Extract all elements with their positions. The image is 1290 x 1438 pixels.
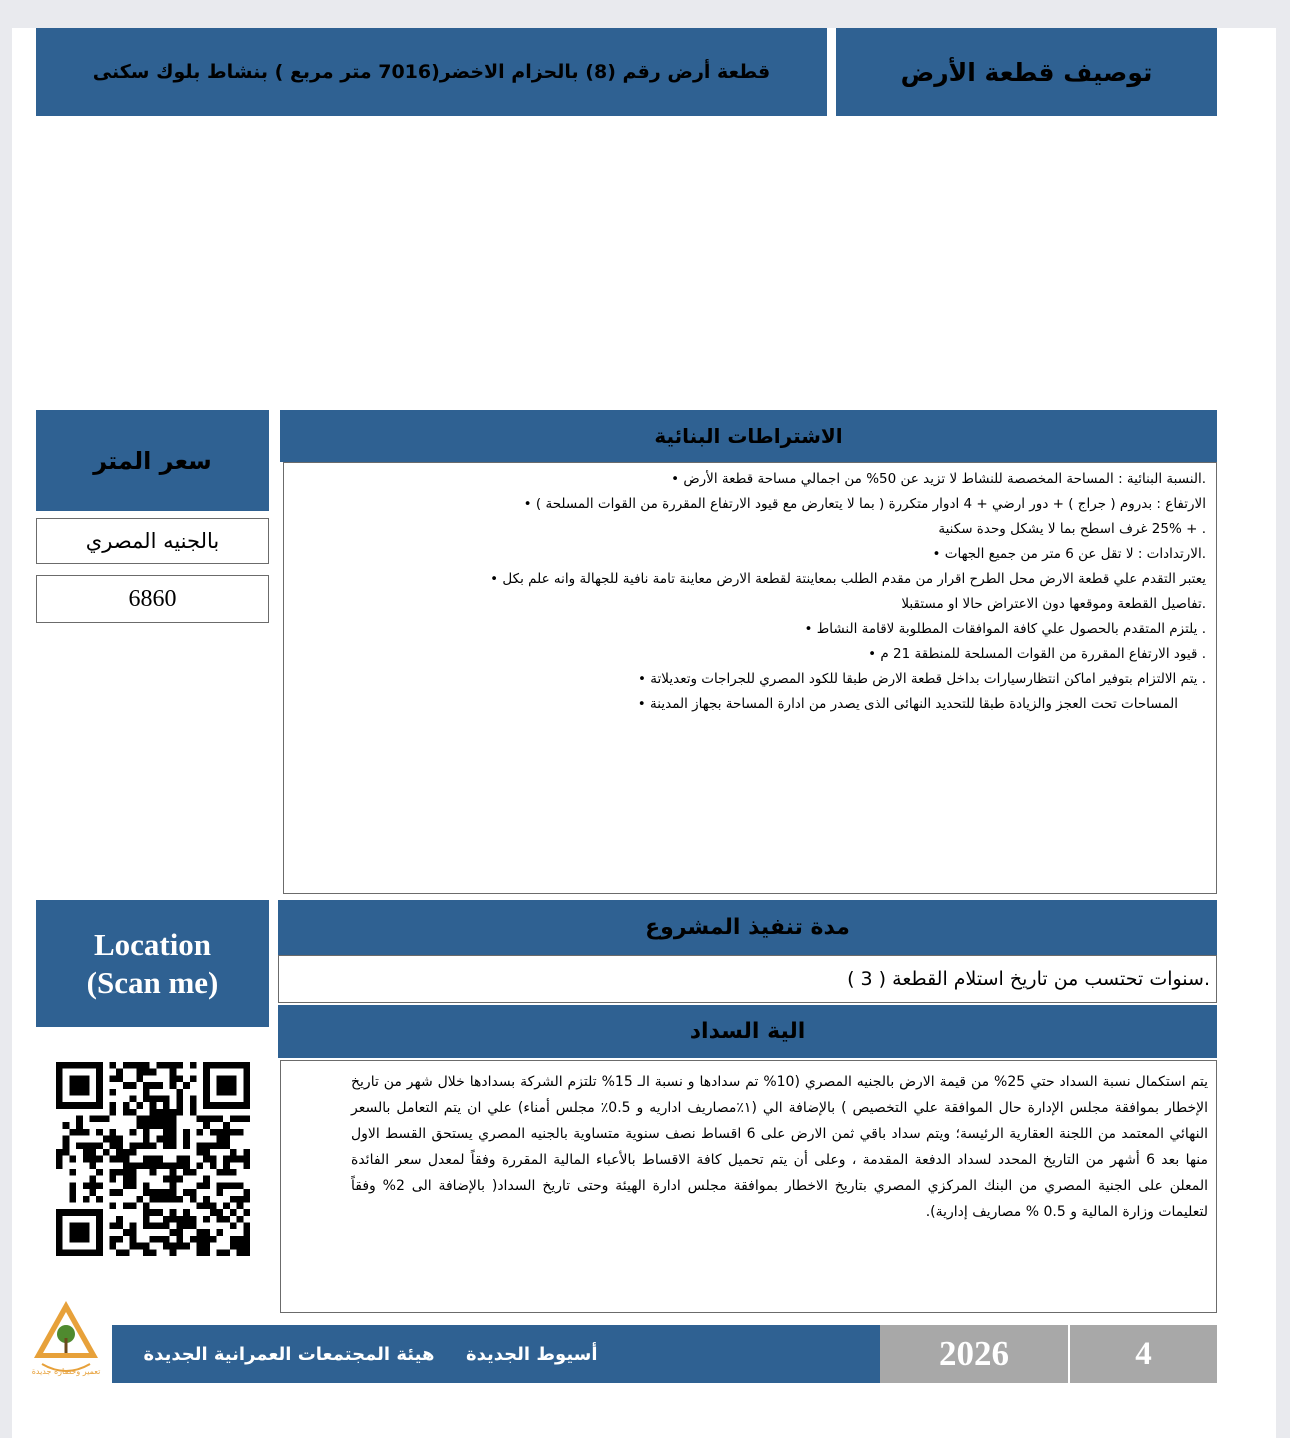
- rule-item: .الارتدادات : لا تقل عن 6 متر من جميع الجهات •: [932, 546, 1206, 562]
- rule-item: . يلتزم المتقدم بالحصول علي كافة الموافقات المطلوبة لاقامة النشاط •: [804, 621, 1206, 637]
- rule-item: . + 25% غرف اسطح بما لا يشكل وحدة سكنية: [938, 521, 1206, 537]
- land-description: قطعة أرض رقم (8) بالحزام الاخضر(7016 متر مربع ) بنشاط بلوك سكنى: [92, 61, 771, 83]
- duration-title: مدة تنفيذ المشروع: [645, 915, 850, 940]
- payment-header: [278, 1005, 1217, 1058]
- location-box: [36, 900, 269, 1027]
- building-rules-list: [308, 467, 1206, 717]
- nuca-logo: [30, 1298, 102, 1380]
- payment-title: الية السداد: [689, 1019, 806, 1044]
- duration-box: [278, 955, 1217, 1003]
- rule-item: المساحات تحت العجز والزيادة طبقا للتحديد النهائى الذى يصدر من ادارة المساحة بجهاز المدينة •: [637, 696, 1178, 712]
- location-line2: (Scan me): [86, 964, 219, 1000]
- price-value-box: [36, 575, 269, 623]
- footer-organization: هيئة المجتمعات العمرانية الجديدة: [112, 1325, 466, 1383]
- location-qr-code[interactable]: [56, 1062, 250, 1256]
- building-conditions-title: الاشتراطات البنائية: [654, 424, 843, 448]
- footer-year: 2026: [880, 1325, 1068, 1383]
- payment-box: [280, 1060, 1217, 1313]
- price-value: 6860: [128, 585, 177, 612]
- price-currency-box: [36, 518, 269, 564]
- duration-text: .سنوات تحتسب من تاريخ استلام القطعة ( 3 ): [847, 968, 1210, 990]
- building-conditions-header: [280, 410, 1217, 462]
- land-description-label: [836, 28, 1217, 116]
- footer-page-number: 4: [1070, 1325, 1217, 1383]
- rule-item: . قيود الارتفاع المقررة من القوات المسلحة للمنطقة 21 م •: [868, 646, 1206, 662]
- price-title: سعر المتر: [93, 446, 212, 475]
- land-label-text: توصيف قطعة الأرض: [900, 57, 1153, 87]
- land-description-box: [36, 28, 827, 116]
- price-title-box: [36, 410, 269, 511]
- rule-item: يعتبر التقدم علي قطعة الارض محل الطرح اقرار من مقدم الطلب بمعاينتة لقطعة الارض معاينة تامة نافية للجهالة وانه علم بكل •: [490, 571, 1206, 587]
- rule-item: الارتفاع : بدروم ( جراج ) + دور ارضي + 4 ادوار متكررة ( بما لا يتعارض مع قيود الارتفاع المقررة من القوات المسلحة ) •: [523, 496, 1206, 512]
- rule-item: .تفاصيل القطعة وموقعها دون الاعتراض حالا او مستقبلا: [901, 596, 1206, 612]
- duration-header: [278, 900, 1217, 955]
- payment-text: يتم استكمال نسبة السداد حتي 25% من قيمة الارض بالجنيه المصري (10% تم سدادها و نسبة الـ 15% تلتزم الشركة بسدادها خلال شهر من تاريخ الإخطار بموافقة مجلس الإدارة حال الموافقة علي التخصيص ) بالإضافة الي (١٪مصاريف اداريه و 0.5٪ مجلس أمناء) علي ان يتم التعامل بالسعر النهائي المعتمد من اللجنة العقارية الرئيسة؛ ويتم سداد باقي ثمن الارض على 6 اقساط نصف سنوية متساوية بالجنيه المصري يستحق القسط الاول منها بعد 6 أشهر من التاريخ المحدد لسداد الدفعة المقدمة ، وعلى أن يتم تحميل كافة الاقساط بالأعباء المالية المقررة وفقاً لمعدل سعر الفائدة المعلن على الجنية المصري من البنك المركزي المصري بتاريخ الاخطار بموافقة مجلس ادارة الهيئة وحتى تاريخ السداد( بالإضافة الى 2% وفقاً لتعليمات وزارة المالية و 0.5 % مصاريف إدارية).: [351, 1074, 1209, 1220]
- footer-city: أسيوط الجديدة: [466, 1325, 880, 1383]
- location-line1: Location: [93, 926, 212, 962]
- rule-item: . يتم الالتزام بتوفير اماكن انتظارسيارات بداخل قطعة الارض طبقا للكود المصري للجراجات وتعديلاتة •: [638, 671, 1206, 687]
- building-conditions-box: [283, 462, 1217, 894]
- logo-text: تعمير وحضارة جديدة: [31, 1367, 101, 1376]
- rule-item: .النسبة البنائية : المساحة المخصصة للنشاط لا تزيد عن 50% من اجمالي مساحة قطعة الأرض •: [671, 471, 1206, 487]
- price-currency: بالجنيه المصري: [85, 529, 220, 553]
